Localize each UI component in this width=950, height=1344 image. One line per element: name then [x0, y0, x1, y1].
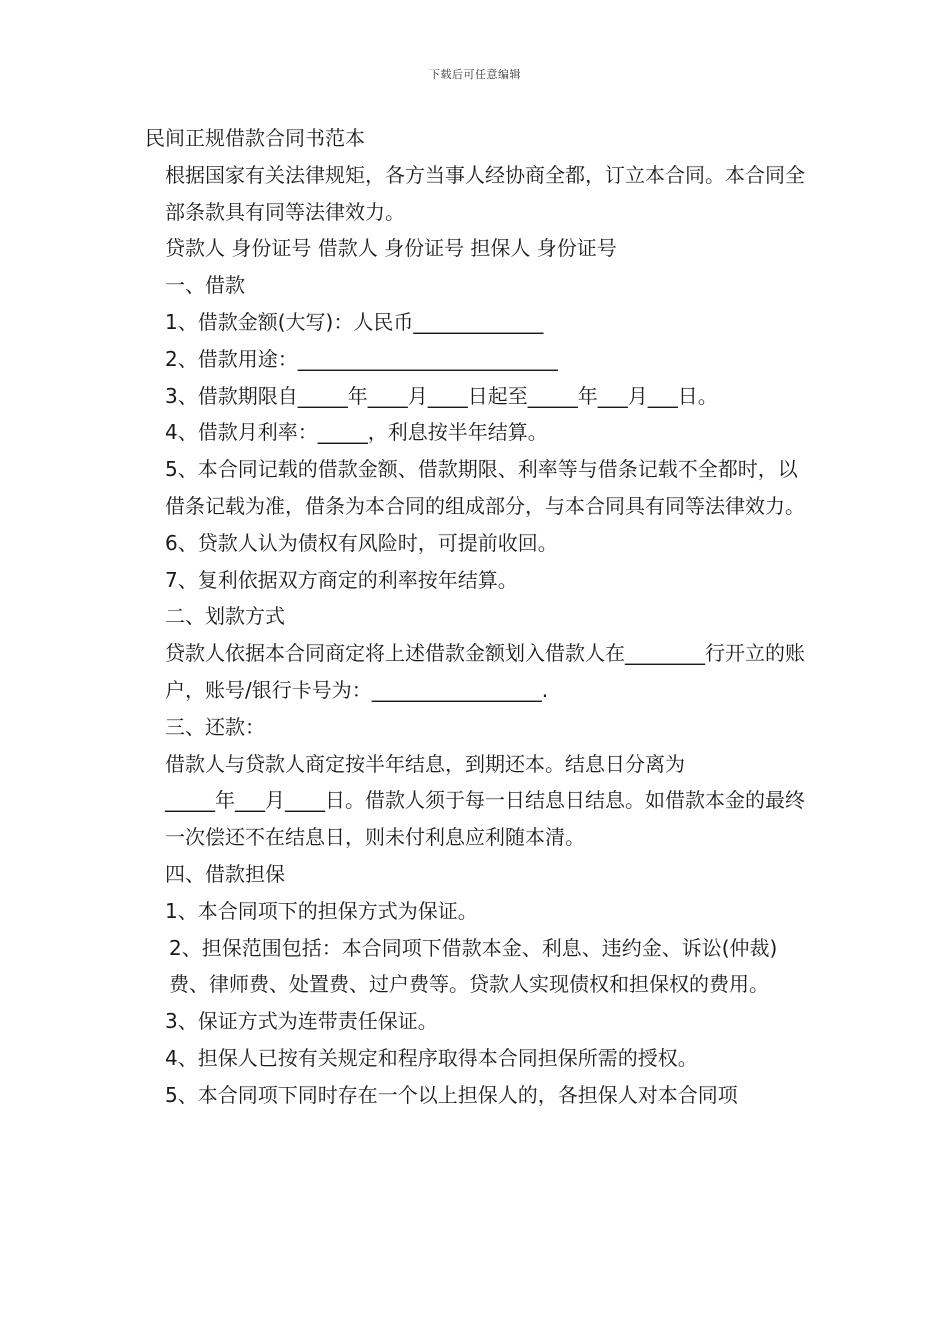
section-heading: 一、借款	[165, 273, 245, 298]
clause: 4、担保人已按有关规定和程序取得本合同担保所需的授权。	[165, 1045, 698, 1070]
clause: 贷款人依据本合同商定将上述借款金额划入借款人在________行开立的账户，账号/银行卡号为：_________________.	[165, 641, 805, 702]
clause: 4、借款月利率：_____，利息按半年结算。	[165, 420, 548, 445]
clause: 2、担保范围包括：本合同项下借款本金、利息、违约金、诉讼(仲裁)费、律师费、处置费、过户费等。贷款人实现债权和担保权的费用。	[169, 935, 778, 997]
intro-paragraph: 根据国家有关法律规矩，各方当事人经协商全都，订立本合同。本合同全部条款具有同等法律效力。	[165, 162, 805, 224]
header-note: 下载后可任意编辑	[429, 68, 521, 81]
document-title: 民间正规借款合同书范本	[145, 126, 365, 150]
clause: 6、贷款人认为债权有风险时，可提前收回。	[165, 530, 558, 555]
clause: 借款人与贷款人商定按半年结息，到期还本。结息日分离为	[165, 751, 685, 776]
parties-line: 贷款人 身份证号 借款人 身份证号 担保人 身份证号	[165, 236, 617, 261]
document-body	[145, 120, 807, 1114]
clause: 1、借款金额(大写)：人民币_____________	[165, 309, 544, 334]
clause: 1、本合同项下的担保方式为保证。	[165, 898, 478, 923]
section-heading: 二、划款方式	[165, 604, 285, 629]
clause: 7、复利依据双方商定的利率按年结算。	[165, 567, 518, 592]
section-heading: 四、借款担保	[165, 861, 285, 886]
clause: 5、本合同项下同时存在一个以上担保人的，各担保人对本合同项	[165, 1082, 738, 1107]
section-heading: 三、还款：	[165, 714, 265, 739]
clause: _____年___月____日。借款人须于每一日结息日结息。如借款本金的最终一次偿还不在结息日，则未付利息应利随本清。	[165, 788, 805, 850]
clause: 5、本合同记载的借款金额、借款期限、利率等与借条记载不全都时，以借条记载为准，借条为本合同的组成部分，与本合同具有同等法律效力。	[165, 457, 805, 518]
clause: 2、借款用途：__________________________	[165, 346, 558, 371]
clause: 3、保证方式为连带责任保证。	[165, 1009, 438, 1034]
clause: 3、借款期限自_____年____月____日起至_____年___月___日。	[165, 383, 718, 408]
